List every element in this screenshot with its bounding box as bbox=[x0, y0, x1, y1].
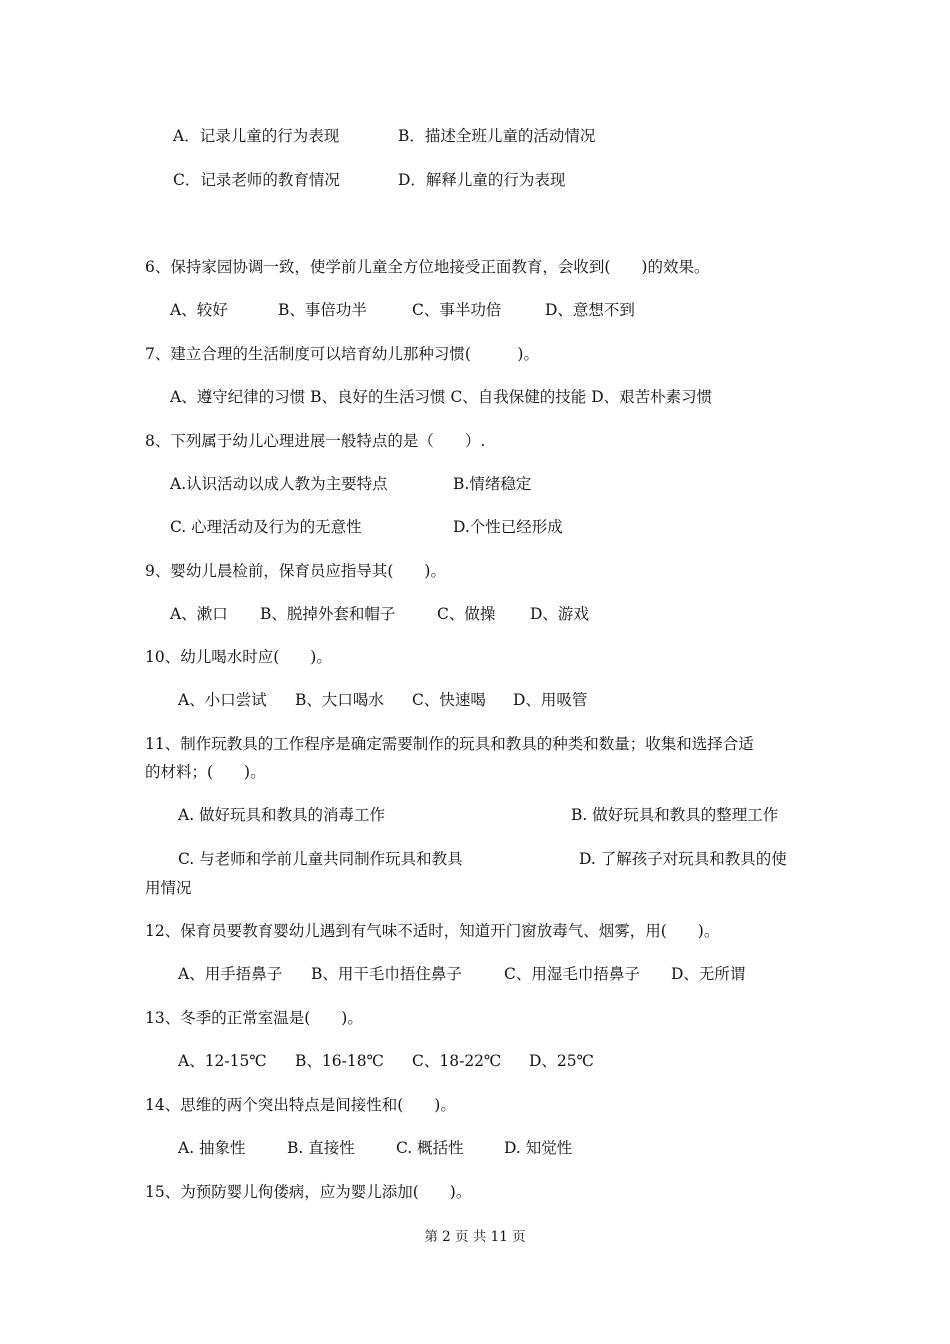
q12-option-c: C、用湿毛巾捂鼻子 bbox=[504, 965, 640, 983]
q9-option-b: B、脱掉外套和帽子 bbox=[260, 605, 396, 623]
q8-option-d: D.个性已经形成 bbox=[453, 518, 563, 536]
q7-stem: 7、建立合理的生活制度可以培育幼儿那种习惯( )。 bbox=[145, 345, 539, 363]
q8-option-a: A.认识活动以成人教为主要特点 bbox=[170, 475, 388, 493]
q15-stem: 15、为预防婴儿佝偻病，应为婴儿添加( )。 bbox=[145, 1183, 472, 1201]
q8-stem: 8、下列属于幼儿心理进展一般特点的是（ ）. bbox=[145, 432, 486, 450]
q10-option-d: D、用吸管 bbox=[513, 691, 588, 709]
q6-option-b: B、事倍功半 bbox=[278, 301, 367, 319]
q11-option-d-line2: 用情况 bbox=[145, 879, 192, 897]
q13-option-c: C、18-22℃ bbox=[412, 1052, 502, 1070]
q12-option-b: B、用干毛巾捂住鼻子 bbox=[311, 965, 462, 983]
q6-option-d: D、意想不到 bbox=[545, 301, 635, 319]
q6-option-c: C、事半功倍 bbox=[412, 301, 502, 319]
q12-option-d: D、无所谓 bbox=[671, 965, 746, 983]
q11-stem-line2: 的材料；( )。 bbox=[145, 763, 266, 781]
q10-stem: 10、幼儿喝水时应( )。 bbox=[145, 648, 332, 666]
q14-stem: 14、思维的两个突出特点是间接性和( )。 bbox=[145, 1096, 456, 1114]
q14-option-c: C. 概括性 bbox=[396, 1139, 464, 1157]
q6-stem: 6、保持家园协调一致，使学前儿童全方位地接受正面教育，会收到( )的效果。 bbox=[145, 258, 710, 276]
q9-option-c: C、做操 bbox=[437, 605, 496, 623]
q5-option-b: B．描述全班儿童的活动情况 bbox=[398, 127, 596, 145]
q11-option-d-line1: D. 了解孩子对玩具和教具的使 bbox=[579, 850, 787, 868]
q10-option-c: C、快速喝 bbox=[412, 691, 486, 709]
q12-stem: 12、保育员要教育婴幼儿遇到有气味不适时，知道开门窗放毒气、烟雾，用( )。 bbox=[145, 922, 720, 940]
q8-option-b: B.情绪稳定 bbox=[453, 475, 532, 493]
q10-option-a: A、小口尝试 bbox=[178, 691, 267, 709]
q9-option-a: A、漱口 bbox=[170, 605, 228, 623]
q11-option-a: A. 做好玩具和教具的消毒工作 bbox=[178, 806, 386, 824]
q11-stem-line1: 11、制作玩教具的工作程序是确定需要制作的玩具和教具的种类和数量；收集和选择合适 bbox=[145, 735, 754, 753]
q11-option-c: C. 与老师和学前儿童共同制作玩具和教具 bbox=[178, 850, 463, 868]
q13-option-d: D、25℃ bbox=[529, 1052, 594, 1070]
q12-option-a: A、用手捂鼻子 bbox=[178, 965, 283, 983]
q6-option-a: A、较好 bbox=[170, 301, 228, 319]
q9-option-d: D、游戏 bbox=[530, 605, 589, 623]
q5-option-a: A．记录儿童的行为表现 bbox=[173, 127, 340, 145]
page-footer: 第 2 页 共 11 页 bbox=[424, 1229, 526, 1245]
q14-option-a: A. 抽象性 bbox=[178, 1139, 246, 1157]
q14-option-b: B. 直接性 bbox=[287, 1139, 355, 1157]
q8-option-c: C. 心理活动及行为的无意性 bbox=[170, 518, 362, 536]
q11-option-b: B. 做好玩具和教具的整理工作 bbox=[571, 806, 779, 824]
q14-option-d: D. 知觉性 bbox=[504, 1139, 573, 1157]
q5-option-d: D．解释儿童的行为表现 bbox=[398, 171, 566, 189]
q13-stem: 13、冬季的正常室温是( )。 bbox=[145, 1009, 363, 1027]
q10-option-b: B、大口喝水 bbox=[295, 691, 384, 709]
q13-option-b: B、16-18℃ bbox=[295, 1052, 384, 1070]
q5-option-c: C．记录老师的教育情况 bbox=[173, 171, 340, 189]
q13-option-a: A、12-15℃ bbox=[178, 1052, 267, 1070]
q9-stem: 9、婴幼儿晨检前，保育员应指导其( )。 bbox=[145, 562, 446, 580]
q7-options: A、遵守纪律的习惯 B、良好的生活习惯 C、自我保健的技能 D、艰苦朴素习惯 bbox=[170, 388, 713, 406]
